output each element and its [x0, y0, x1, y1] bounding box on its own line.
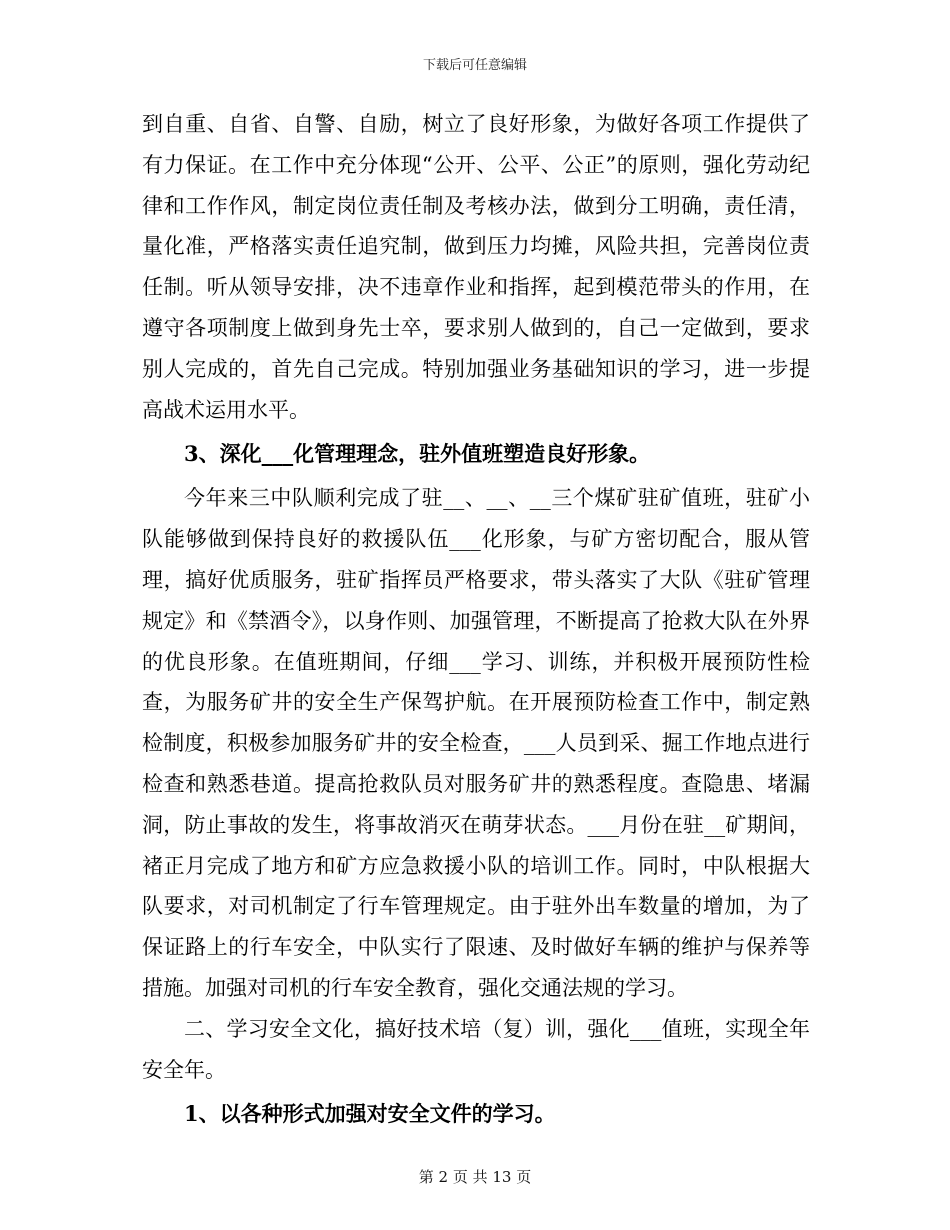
paragraph-continuation: 到自重、自省、自警、自励，树立了良好形象，为做好各项工作提供了有力保证。在工作中充分体现“公开、公平、公正”的原则，强化劳动纪律和工作作风，制定岗位责任制及考核办法，做到分工明确，责任清，量化准，严格落实责任追究制，做到压力均摊，风险共担，完善岗位责任制。听从领导安排，决不违章作业和指挥，起到模范带头的作用，在遵守各项制度上做到身先士卒，要求别人做到的，自己一定做到，要求别人完成的，首先自己完成。特别加强业务基础知识的学习，进一步提高战术运用水平。 [142, 112, 810, 422]
section-heading-3: 3、深化___化管理理念，驻外值班塑造良好形象。 [184, 441, 651, 467]
document-body [142, 104, 810, 1138]
paragraph-section-two: 二、学习安全文化，搞好技术培（复）训，强化___值班，实现全年安全年。 [142, 1016, 810, 1082]
paragraph-duty-details: 今年来三中队顺利完成了驻__、__、__三个煤矿驻矿值班，驻矿小队能够做到保持良好的救援队伍___化形象，与矿方密切配合，服从管理，搞好优质服务，驻矿指挥员严格要求，带头落实了大队《驻矿管理规定》和《禁酒令》，以身作则、加强管理，不断提高了抢救大队在外界的优良形象。在值班期间，仔细___学习、训练，并积极开展预防性检查，为服务矿井的安全生产保驾护航。在开展预防检查工作中，制定熟检制度，积极参加服务矿井的安全检查，___人员到采、掘工作地点进行检查和熟悉巷道。提高抢救队员对服务矿井的熟悉程度。查隐患、堵漏洞，防止事故的发生，将事故消灭在萌芽状态。___月份在驻__矿期间，褚正月完成了地方和矿方应急救援小队的培训工作。同时，中队根据大队要求，对司机制定了行车管理规定。由于驻外出车数量的增加，为了保证路上的行车安全，中队实行了限速、及时做好车辆的维护与保养等措施。加强对司机的行车安全教育，强化交通法规的学习。 [142, 486, 810, 1000]
page-header: 下载后可任意编辑 [422, 58, 527, 73]
section-heading-1: 1、以各种形式加强对安全文件的学习。 [184, 1101, 556, 1127]
page-footer: 第 2 页 共 13 页 [418, 1168, 532, 1186]
